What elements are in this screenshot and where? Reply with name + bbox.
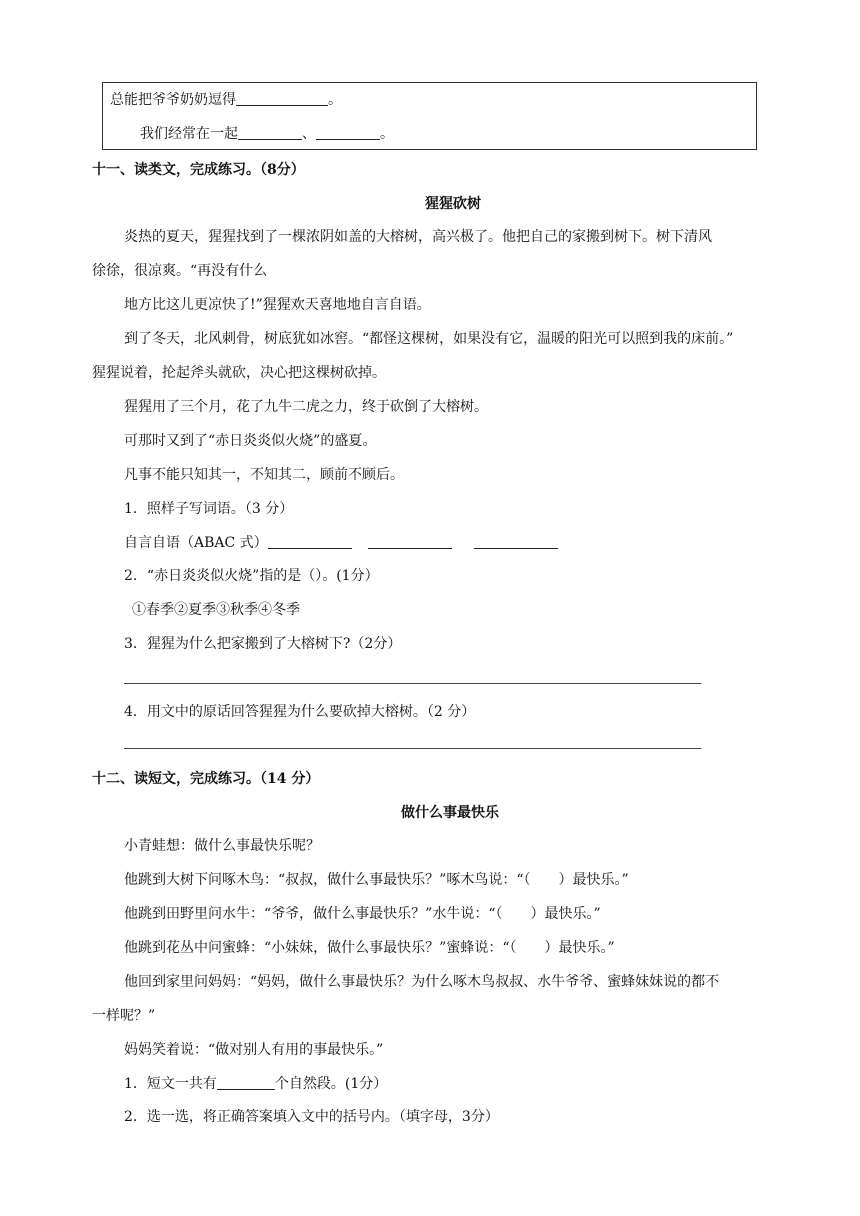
question-2: 2．选一选，将正确答案填入文中的括号内。（填字母，3分） [124, 1109, 499, 1125]
section-heading-12: 十二、读短文，完成练习。（14 分） [92, 771, 320, 787]
fill-blank[interactable] [368, 534, 452, 549]
paragraph: 一样呢？” [92, 1008, 156, 1024]
fill-blank[interactable] [238, 125, 302, 140]
answer-line[interactable] [124, 683, 701, 684]
paragraph: 猩猩说着，抡起斧头就砍，决心把这棵树砍掉。 [92, 365, 386, 381]
fill-blank[interactable] [474, 534, 558, 549]
fill-blank[interactable] [236, 91, 328, 106]
question-3: 3．猩猩为什么把家搬到了大榕树下?（2分） [124, 636, 402, 652]
paragraph: 徐徐，很凉爽。“再没有什么 [92, 263, 268, 279]
question-1: 1．照样子写词语。（3 分） [124, 501, 294, 517]
paragraph: 地方比这儿更凉快了!”猩猩欢天喜地地自言自语。 [124, 297, 431, 313]
paragraph: 妈妈笑着说：“做对别人有用的事最快乐。” [124, 1042, 384, 1058]
question-2: 2．“赤日炎炎似火烧”指的是（）。(1分） [124, 568, 379, 584]
paragraph: 到了冬天，北风刺骨，树底犹如冰窖。“都怪这棵树，如果没有它，温暖的阳光可以照到我的床前。” [124, 331, 734, 347]
paragraph: 凡事不能只知其一，不知其二，顾前不顾后。 [124, 467, 404, 483]
paragraph: 他跳到田野里问水牛：“爷爷，做什么事最快乐？”水牛说：“（ ）最快乐。” [124, 906, 601, 922]
paragraph: 他跳到花丛中问蜜蜂：“小妹妹，做什么事最快乐？”蜜蜂说：“（ ）最快乐。” [124, 940, 615, 956]
question-4: 4．用文中的原话回答猩猩为什么要砍掉大榕树。（2 分） [124, 704, 476, 720]
paragraph: 他跳到大树下问啄木鸟：“叔叔，做什么事最快乐？”啄木鸟说：“（ ）最快乐。” [124, 872, 629, 888]
section-heading-11: 十一、读类文，完成练习。（8分） [92, 162, 305, 178]
fill-blank[interactable] [268, 534, 352, 549]
answer-line[interactable] [124, 748, 701, 749]
box-line-1: 总能把爷爷奶奶逗得 。 [110, 92, 342, 108]
question-1-example: 自言自语（ABAC 式） [124, 533, 558, 553]
question-2-options: ①春季②夏季③秋季④冬季 [132, 602, 300, 618]
passage-title: 做什么事最快乐 [401, 804, 499, 820]
fill-blank[interactable] [316, 125, 380, 140]
paragraph: 小青蛙想：做什么事最快乐呢？ [124, 838, 320, 854]
paragraph: 猩猩用了三个月，花了九牛二虎之力，终于砍倒了大榕树。 [124, 399, 488, 415]
box-line-2: 我们经常在一起 、 。 [140, 126, 394, 142]
paragraph: 他回到家里问妈妈：“妈妈，做什么事最快乐？为什么啄木鸟叔叔、水牛爷爷、蜜蜂妹妹说的都不 [124, 974, 720, 990]
question-1: 1．短文一共有 个自然段。(1分） [124, 1076, 388, 1092]
paragraph: 可那时又到了“赤日炎炎似火烧”的盛夏。 [124, 433, 377, 449]
fill-blank[interactable] [217, 1075, 275, 1090]
passage-title: 猩猩砍树 [425, 195, 481, 211]
paragraph: 炎热的夏天，猩猩找到了一棵浓阴如盖的大榕树，高兴极了。他把自己的家搬到树下。树下清风 [124, 229, 712, 245]
